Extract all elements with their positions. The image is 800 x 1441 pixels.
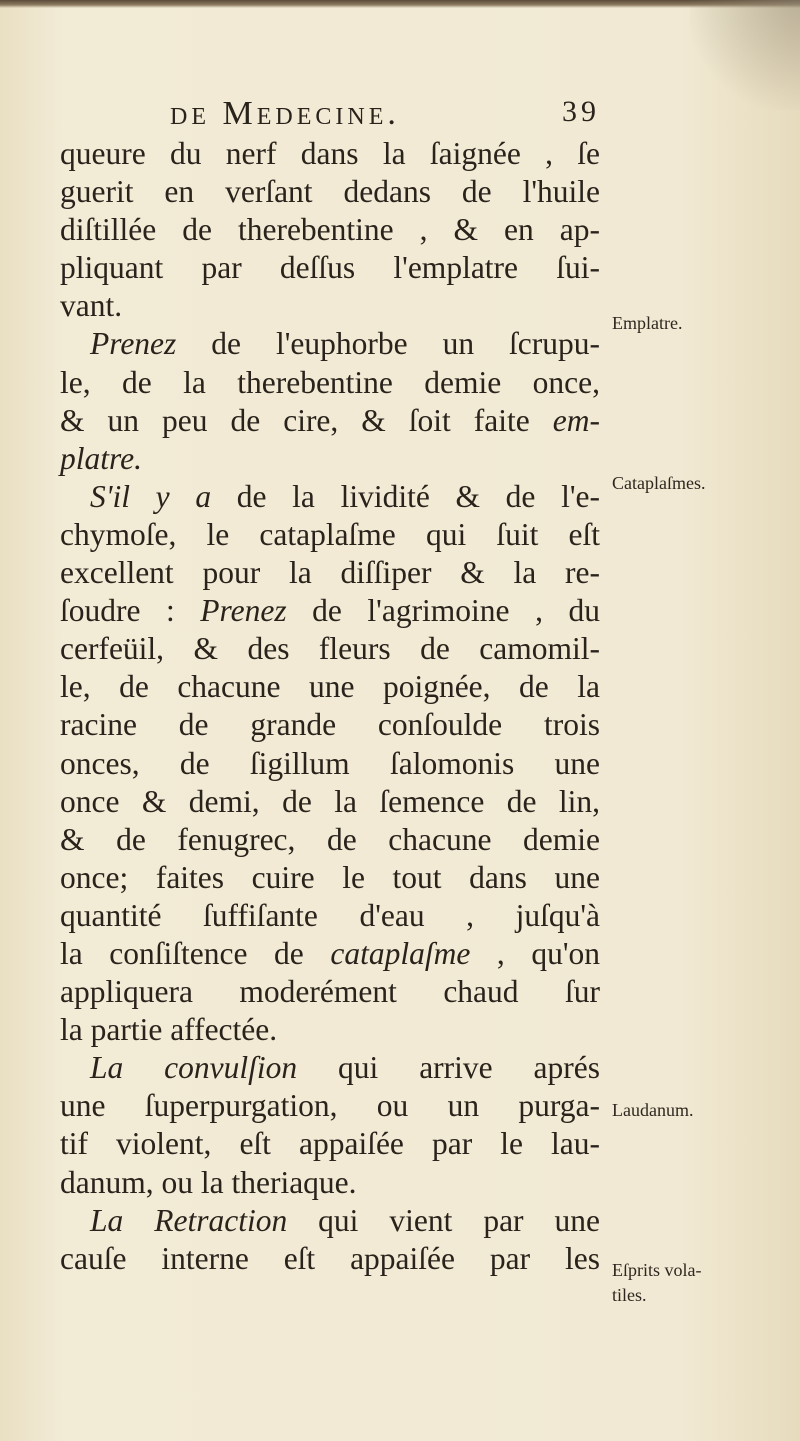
text-run: cerfeüil, & des fleurs de camomil- <box>60 631 600 667</box>
text-run: , qu'on <box>470 935 600 971</box>
text-run: la partie affectée. <box>60 1012 278 1048</box>
text-line <box>60 135 600 173</box>
text-line <box>60 325 600 363</box>
italic-run: platre. <box>60 440 142 476</box>
text-line <box>60 478 600 516</box>
text-run: chymoſe, le cataplaſme qui ſuit eſt <box>60 516 600 552</box>
text-line <box>60 1087 600 1125</box>
text-run: de l'agrimoine , du <box>286 593 600 629</box>
text-line <box>60 1049 600 1087</box>
margin-note-laudanum: Laudanum. <box>612 1100 694 1120</box>
text-run: quantité ſuffiſante d'eau , juſqu'à <box>60 897 600 933</box>
text-line <box>60 897 600 935</box>
text-run: cauſe interne eſt appaiſée par les <box>60 1240 600 1276</box>
margin-note-tiles: tiles. <box>612 1285 647 1305</box>
italic-run: La convulſion <box>90 1050 298 1086</box>
italic-run: em- <box>552 402 600 438</box>
text-run: une ſuperpurgation, ou un purga- <box>60 1088 600 1124</box>
text-line <box>60 211 600 249</box>
text-line <box>60 516 600 554</box>
text-run: ſoudre : <box>60 593 201 629</box>
text-line <box>60 554 600 592</box>
text-line <box>60 440 600 478</box>
text-line <box>60 859 600 897</box>
running-head <box>170 95 600 135</box>
text-run: le, de la therebentine demie once, <box>60 364 600 400</box>
text-line <box>60 249 600 287</box>
text-run: once & demi, de la ſemence de lin, <box>60 783 600 819</box>
text-run: de l'euphorbe un ſcrupu- <box>176 326 600 362</box>
text-line <box>60 706 600 744</box>
text-line <box>60 1011 600 1049</box>
text-line <box>60 783 600 821</box>
text-run: la conſiſtence de <box>60 935 331 971</box>
italic-run: Prenez <box>200 593 287 629</box>
italic-run: La Retraction <box>90 1202 288 1238</box>
text-line <box>60 1164 600 1202</box>
text-run: racine de grande conſoulde trois <box>60 707 600 743</box>
text-line <box>60 630 600 668</box>
text-run: vant. <box>60 288 123 324</box>
margin-note-esprits: Eſprits vola- <box>612 1260 702 1280</box>
text-run: excellent pour la diſſiper & la re- <box>60 555 600 591</box>
body-text <box>60 135 600 1278</box>
text-line <box>60 364 600 402</box>
text-line <box>60 1125 600 1163</box>
text-run: & un peu de cire, & ſoit faite <box>60 402 553 438</box>
text-run: onces, de ſigillum ſalomonis une <box>60 745 600 781</box>
margin-note-emplatre: Emplatre. <box>612 313 683 333</box>
running-title: de Medecine. <box>170 95 400 132</box>
text-line <box>60 1202 600 1240</box>
text-run: once; faites cuire le tout dans une <box>60 859 600 895</box>
corner-stain <box>690 0 800 110</box>
text-run: diſtillée de therebentine , & en ap- <box>60 212 600 248</box>
text-run: guerit en verſant dedans de l'huile <box>60 174 600 210</box>
text-run: danum, ou la theriaque. <box>60 1164 357 1200</box>
text-line <box>60 821 600 859</box>
text-run: queure du nerf dans la ſaignée , ſe <box>60 136 600 171</box>
text-line <box>60 668 600 706</box>
page-top-edge <box>0 0 800 8</box>
text-line <box>60 592 600 630</box>
italic-run: S'il y a <box>90 478 212 514</box>
text-line <box>60 1240 600 1278</box>
text-line <box>60 173 600 211</box>
text-run: le, de chacune une poignée, de la <box>60 669 600 705</box>
text-run: de la lividité & de l'e- <box>211 478 600 514</box>
text-run: tif violent, eſt appaiſée par le lau- <box>60 1126 600 1162</box>
italic-run: cataplaſme <box>330 935 471 971</box>
margin-note-cataplasmes: Cataplaſmes. <box>612 473 706 493</box>
text-run: & de fenugrec, de chacune demie <box>60 821 600 857</box>
text-line <box>60 973 600 1011</box>
text-line <box>60 402 600 440</box>
text-run: qui vient par une <box>287 1202 600 1238</box>
text-line <box>60 287 600 325</box>
page-number: 39 <box>562 95 600 128</box>
italic-run: Prenez <box>90 326 177 362</box>
text-run: appliquera moderément chaud ſur <box>60 974 600 1010</box>
text-line <box>60 935 600 973</box>
text-run: qui arrive aprés <box>297 1050 600 1086</box>
text-run: pliquant par deſſus l'emplatre ſui- <box>60 250 600 286</box>
text-line <box>60 745 600 783</box>
